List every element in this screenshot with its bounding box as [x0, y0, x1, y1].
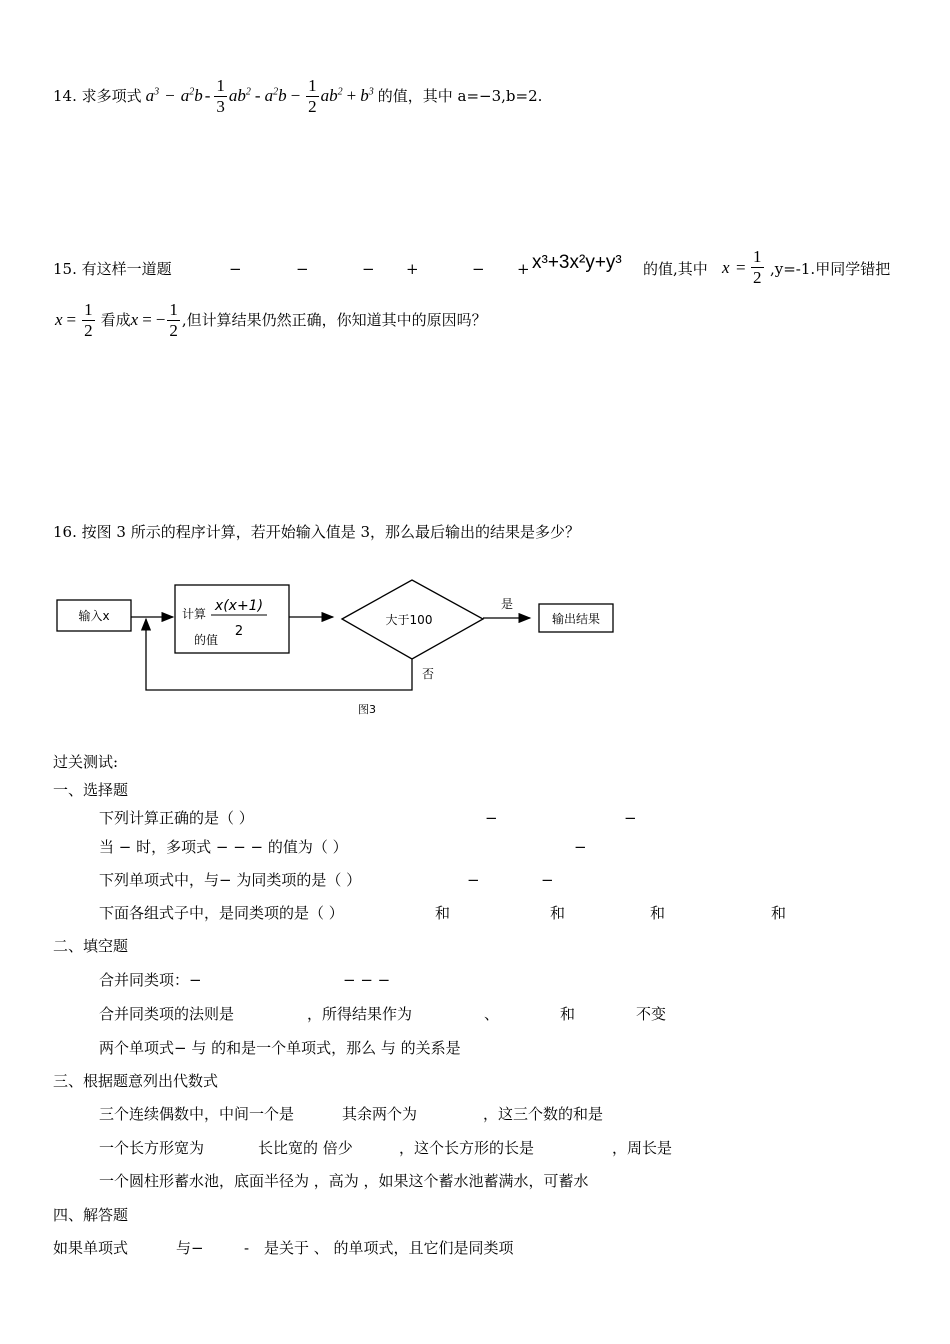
q14-prefix: 14. 求多项式: [53, 87, 142, 105]
answer-1: 如果单项式: [53, 1239, 129, 1257]
figure-caption: 图3: [358, 703, 376, 716]
q14-suffix: 的值，其中 a=−3,b=2.: [377, 87, 543, 105]
yes-label: 是: [501, 597, 514, 611]
no-label: 否: [422, 667, 435, 681]
fraction-one-half: $\frac{1}{2}$: [169, 299, 178, 340]
q15-prefix: 15. 有这样一道题: [53, 260, 172, 278]
fill-3: 两个单项式− 与 的和是一个单项式，那么 与 的关系是: [99, 1039, 461, 1057]
fraction-one-half: $\frac{1}{2}$: [753, 247, 762, 287]
formula-denominator: 2: [234, 624, 244, 639]
section-fill-heading: 二、填空题: [53, 937, 129, 955]
decision-label: 大于100: [385, 613, 433, 627]
fraction-one-half: $\frac{1}{2}$: [308, 75, 317, 116]
choice-2: 当 − 时，多项式 − − − 的值为（ ）: [99, 838, 348, 856]
question-15: 15. 有这样一道题 − − − + − + x³+3x²y+y³ 的值,其中 x = $\frac{1}{2}$ ,y=-1.甲同学错把: [53, 247, 891, 287]
section-answer-heading: 四、解答题: [53, 1206, 129, 1224]
output-label: 输出结果: [551, 612, 601, 626]
expr-2: 一个长方形宽为: [99, 1139, 205, 1157]
fill-2: 合并同类项的法则是: [99, 1005, 235, 1023]
compute-label: 计算: [182, 607, 207, 621]
choice-4: 下面各组式子中，是同类项的是（ ）: [99, 904, 344, 922]
test-heading: 过关测试:: [53, 753, 119, 771]
question-16: 16. 按图 3 所示的程序计算，若开始输入值是 3，那么最后输出的结果是多少？: [53, 523, 581, 541]
question-14: 14. 求多项式 $a^3$ − $a^2b$ - $\frac{1}{3}$ $ab^2$ - $a^2b$ − $\frac{1}{2}$ $ab^2$ + $b^3$ 的值，其中 a=−3,b=2.: [53, 75, 543, 116]
fill-1: 合并同类项：−: [99, 971, 202, 989]
flowchart-figure-3: [50, 575, 630, 720]
choice-3: 下列单项式中，与− 为同类项的是（ ）: [99, 871, 362, 889]
loop-back-line: [146, 619, 412, 690]
question-15-line-2: x = $\frac{1}{2}$ 看成 x = − $\frac{1}{2}$ ,但计算结果仍然正确，你知道其中的原因吗？: [55, 299, 487, 340]
expr-3: 一个圆柱形蓄水池，底面半径为 ，高为 ，如果这个蓄水池蓄满水，可蓄水: [99, 1172, 589, 1190]
section-expression-heading: 三、根据题意列出代数式: [53, 1072, 219, 1090]
q15-expression: x³+3x²y+y³: [532, 252, 622, 273]
choice-1: 下列计算正确的是（ ）: [99, 809, 254, 827]
fraction-one-half: $\frac{1}{2}$: [84, 299, 93, 340]
input-label: 输入x: [78, 609, 110, 623]
fraction-one-third: $\frac{1}{3}$: [216, 75, 225, 116]
compute-value-text: 的值: [194, 633, 219, 647]
compute-value-label: x(x+1): [214, 598, 264, 614]
expr-1: 三个连续偶数中，中间一个是: [99, 1105, 295, 1123]
section-choice-heading: 一、选择题: [53, 781, 129, 799]
